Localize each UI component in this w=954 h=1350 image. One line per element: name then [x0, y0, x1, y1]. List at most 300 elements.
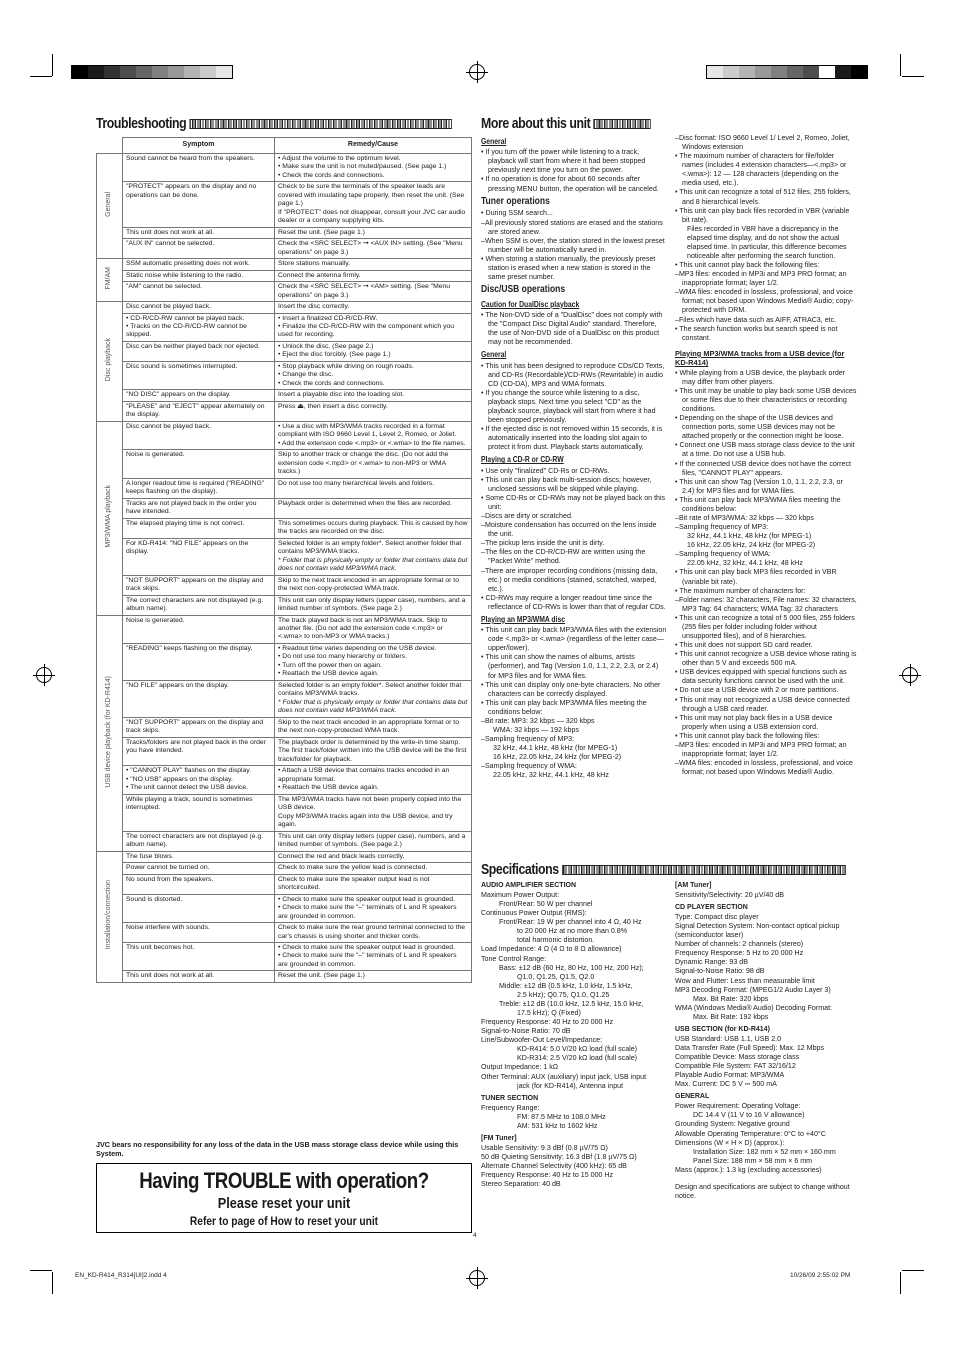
symptom-cell: Sound is distorted.: [123, 894, 275, 922]
remedy-cell: [275, 401, 472, 421]
spec-line: Max. Current: DC 5 V ⎓ 500 mA: [675, 1080, 777, 1089]
list-item: • USB devices equipped with special functions such as data security functions cannot be used with the unit.: [675, 668, 857, 686]
category-cell: [97, 259, 123, 302]
trouble-subtitle: Please reset your unit: [217, 1195, 351, 1212]
spec-line: Type: Compact disc player: [675, 912, 759, 921]
list-item: • This unit does not support SD card reader.: [675, 641, 857, 650]
spec-line: Dimensions (W × H × D) (approx.):: [675, 1138, 785, 1147]
list-item: • This unit cannot play back the following files:: [675, 732, 857, 741]
remedy-text: If "PROTECT" does not disappear, consult your JVC car audio dealer or a company supplying kits.: [278, 208, 466, 225]
spec-line: AM: 531 kHz to 1602 kHz: [517, 1121, 598, 1130]
heading-rule: [189, 119, 451, 129]
usb-list: [675, 369, 857, 778]
header-symptom: Symptom: [123, 138, 275, 154]
remedy-text: Store stations manually.: [278, 260, 351, 268]
list-item: • When storing a station manually, the previously preset station is erased when a new station is stored in the same preset number.: [481, 255, 667, 282]
list-item: • If the connected USB device does not have the correct files, "CANNOT PLAY" appears.: [675, 460, 857, 478]
list-item: • Depending on the shape of the USB devices and connection ports, some USB devices may not be attached properly or the connection might be loose.: [675, 414, 857, 441]
spec-line: Number of channels: 2 channels (stereo): [675, 940, 804, 949]
list-item: – MP3 files: encoded in MP3i and MP3 PRO format; an inappropriate format; layer 1/2.: [675, 270, 857, 288]
remedy-cell: [275, 615, 472, 643]
remedy-text: This sometimes occurs during playback. This is caused by how the tracks are recorded on the disc.: [278, 519, 468, 536]
spec-line: Data Transfer Rate (Full Speed): Max. 12 Mbps: [675, 1043, 825, 1052]
spec-section-title: USB SECTION (for KD-R414): [675, 1025, 770, 1033]
spec-section-title: [AM Tuner]: [675, 882, 712, 889]
remedy-text: The track played back is not an MP3/WMA track. Skip to another file. (Do not add the extension code <.mp3> or <.wma> to non-MP3 or WMA tracks.): [278, 616, 448, 641]
remedy-cell: [275, 680, 472, 717]
table-row: [97, 737, 472, 765]
spec-line: 2.5 kHz); Q0.75, Q1.0, Q1.25: [517, 990, 610, 999]
cdr-heading: Playing a CD-R or CD-RW: [481, 455, 564, 465]
remedy-text: Skip to another track or change the disc. (Do not add the extension code <.mp3> or <.wma> to non-MP3 or WMA tracks.): [278, 451, 449, 476]
remedy-cell: [275, 575, 472, 595]
spec-line: Frequency Response: 40 Hz to 15 000 Hz: [481, 1171, 614, 1180]
remedy-text: This unit can only display letters (upper case), numbers, and a limited number of symbols. (See page 2.): [278, 832, 466, 849]
symptom-cell: [123, 766, 275, 794]
symptom-cell: Noise interfere with sounds.: [123, 923, 275, 943]
category-cell: [97, 615, 123, 851]
color-bar: [71, 65, 233, 79]
more-column-2: [675, 134, 857, 777]
remedy-text: Check to be sure the terminals of the speaker leads are covered with insulating tape properly, then reset the unit. (See page 1.): [278, 183, 465, 208]
list-item: – Sampling frequency of MP3:: [675, 523, 857, 532]
specs-column-1: [481, 878, 669, 1189]
remedy-cell: [275, 831, 472, 851]
remedy-text: Reset the unit. (See page 1.): [278, 972, 365, 980]
list-item: – When SSM is over, the station stored in the lowest preset number will be automatically tuned in.: [481, 237, 667, 255]
list-item: • Some CD-Rs or CD-RWs may not be played back on this unit:: [481, 494, 667, 512]
list-item: • This unit can play back MP3/WMA files meeting the conditions below:: [675, 496, 857, 514]
remedy-text: Skip to the next track encoded in an appropriate format or to the next non-copy-protected WMA track.: [278, 718, 459, 735]
remedy-cell: [275, 421, 472, 449]
symptom-cell: A longer readout time is required ("READING" keeps flashing on the display).: [123, 478, 275, 498]
list-item: – Sampling frequency of WMA:: [481, 762, 667, 771]
symptom-cell: "NO DISC" appears on the display.: [123, 390, 275, 401]
spec-line: Frequency Response: 5 Hz to 20 000 Hz: [675, 949, 804, 958]
symptom-cell: Tracks/folders are not played back in the order you have intended.: [123, 737, 275, 765]
table-row: [97, 863, 472, 874]
spec-line: Frequency Range:: [481, 1103, 540, 1112]
spec-line: Compatible Device: Mass storage class: [675, 1053, 800, 1062]
spec-line: Continuous Power Output (RMS):: [481, 909, 587, 918]
symptom-cell: No sound from the speakers.: [123, 874, 275, 894]
remedy-item: • Eject the disc forcibly. (See page 1.): [278, 351, 468, 359]
spec-line: KD-R414: 5.0 V/20 kΩ load (full scale): [517, 1045, 638, 1054]
list-item: • Use only "finalized" CD-Rs or CD-RWs.: [481, 467, 667, 476]
symptom-cell: Noise is generated.: [123, 450, 275, 478]
remedy-item: • Turn off the power then on again.: [278, 662, 468, 670]
disclaimer: JVC bears no responsibility for any loss of the data in the USB mass storage class device while using this System.: [96, 1140, 459, 1159]
remedy-cell: [275, 259, 472, 270]
remedy-cell: [275, 182, 472, 227]
symptom-cell: Sound cannot be heard from the speakers.: [123, 153, 275, 181]
remedy-cell: [275, 302, 472, 313]
symptom-cell: Disc can be neither played back nor ejected.: [123, 341, 275, 361]
table-row: [97, 401, 472, 421]
remedy-cell: [275, 153, 472, 181]
symptom-cell: "PROTECT" appears on the display and no operations can be done.: [123, 182, 275, 227]
spec-line: Signal-to-Noise Ratio: 98 dB: [675, 967, 765, 976]
list-item: 32 kHz, 44.1 kHz, 48 kHz (for MPEG-1): [687, 532, 812, 541]
table-row: [97, 831, 472, 851]
spec-line: Output Impedance: 1 kΩ: [481, 1063, 559, 1072]
remedy-item: • Adjust the volume to the optimum level.: [278, 155, 468, 163]
spec-line: Compatible File System: FAT 32/16/12: [675, 1062, 796, 1071]
table-row: [97, 239, 472, 259]
tuner-list: [481, 209, 667, 282]
spec-section-title: [FM Tuner]: [481, 1134, 517, 1142]
list-item: – The pickup lens inside the unit is dirty.: [481, 539, 667, 548]
table-row: [97, 390, 472, 401]
remedy-cell: [275, 894, 472, 922]
list-item: • While playing from a USB device, the playback order may differ from other players.: [675, 369, 857, 387]
heading-text: Troubleshooting: [96, 115, 187, 132]
list-item: • This unit may not play back files in a USB device properly when using a USB extension cord.: [675, 714, 857, 732]
spec-line: Installation Size: 182 mm × 52 mm × 160 mm: [693, 1147, 836, 1156]
list-item: – Bit rate of MP3/WMA: 32 kbps — 320 kbps: [675, 514, 857, 523]
more-heading: [481, 114, 651, 134]
dual-list: [481, 311, 667, 347]
remedy-item: • Unlock the disc. (See page 2.): [278, 343, 468, 351]
list-item: Files recorded in VBR have a discrepancy in the elapsed time display, and do not show the actual elapsed time. In particular, this difference becomes noticeable after performing the search function.: [687, 224, 847, 261]
cdr-list: [481, 467, 667, 612]
table-row: [97, 227, 472, 238]
registration-mark-icon: [902, 667, 918, 683]
table-row: [97, 643, 472, 680]
remedy-text: This unit can only display letters (upper case), numbers, and a limited number of symbols. (See page 2.): [278, 596, 466, 613]
table-row: [97, 450, 472, 478]
table-row: [97, 942, 472, 970]
remedy-cell: [275, 538, 472, 575]
list-item: – WMA files: encoded in lossless, professional, and voice format; not based upon Windows Media® Audio; copy-protected with DRM.: [675, 288, 857, 315]
spec-line: Maximum Power Output:: [481, 890, 560, 899]
list-item: • The search function works but search speed is not constant.: [675, 325, 857, 343]
list-item: • This unit can play back MP3/WMA files meeting the conditions below:: [481, 699, 667, 717]
symptom-cell: For KD-R414: "NO FILE" appears on the display.: [123, 538, 275, 575]
spec-line: FM: 87.5 MHz to 108.0 MHz: [517, 1112, 606, 1121]
remedy-text: Selected folder is an empty folder*. Select another folder that contains MP3/WMA tracks.: [278, 681, 462, 698]
list-item: – Files which have data such as AIFF, ATRAC3, etc.: [675, 316, 857, 325]
remedy-item: • Check the cords and connections.: [278, 380, 468, 388]
category-cell: [97, 153, 123, 258]
symptom-cell: "NO FILE" appears on the display.: [123, 680, 275, 717]
remedy-text: Skip to the next track encoded in an appropriate format or to the next non-copy-protected WMA track.: [278, 576, 459, 593]
table-row: [97, 851, 472, 862]
list-item: • This unit can show Tag (Version 1.0, 1.1, 2.2, 2.3, or 2.4) for MP3 files and for WMA files.: [675, 478, 857, 496]
remedy-text: Press ⏏, then insert a disc correctly.: [278, 402, 388, 410]
list-item: • If you turn off the power while listening to a track, playback will start from where it had been stopped previously next time you turn on the power.: [481, 148, 667, 175]
list-item: • If you change the source while listening to a disc, playback stops. Next time you select "CD" as the playback source, playback will start from where it had been stopped previously.: [481, 389, 667, 425]
remedy-item: • Check to make sure the speaker output lead is grounded.: [278, 944, 468, 952]
list-item: – Sampling frequency of WMA:: [675, 550, 857, 559]
remedy-cell: [275, 595, 472, 615]
heading-text: More about this unit: [481, 115, 591, 132]
category-label: FM/AM: [105, 267, 113, 290]
category-cell: [97, 851, 123, 982]
remedy-text: Selected folder is an empty folder*. Select another folder that contains MP3/WMA tracks.: [278, 539, 462, 556]
trouble-note: Refer to page of How to reset your unit: [189, 1214, 379, 1228]
symptom-item: • The unit cannot detect the USB device.: [126, 784, 271, 792]
remedy-item: • Do not use too many hierarchy or folders.: [278, 653, 468, 661]
spec-line: WMA (Windows Media® Audio) Decoding Format:: [675, 1003, 833, 1012]
symptom-cell: "PLEASE" and "EJECT" appear alternately on the display.: [123, 401, 275, 421]
remedy-text: Check the <SRC SELECT> ➞ <AM> setting. (See "Menu operations" on page 3.): [278, 283, 451, 299]
list-item: • Connect one USB mass storage class device to the unit at a time. Do not use a USB hub.: [675, 441, 857, 459]
symptom-cell: Noise is generated.: [123, 615, 275, 643]
symptom-cell: "READING" keeps flashing on the display.: [123, 643, 275, 680]
table-row: [97, 575, 472, 595]
remedy-text: Connect the antenna firmly.: [278, 271, 361, 279]
registration-mark-icon: [469, 1270, 485, 1286]
list-item: • This unit has been designed to reproduce CDs/CD Texts, and CD-Rs (Recordable)/CD-RWs (Rewritable) in audio CD (CD-DA), MP3 and WMA formats.: [481, 362, 667, 389]
header-remedy: Remedy/Cause: [275, 138, 472, 154]
spec-line: Signal-to-Noise Ratio: 70 dB: [481, 1027, 571, 1036]
dual-heading: Caution for DualDisc playback: [481, 299, 580, 309]
remedy-cell: [275, 766, 472, 794]
table-row: [97, 717, 472, 737]
list-item: – Folder names: 32 characters, File names: 32 characters, MP3 Tag: 64 characters; WMA Tag: 32 characters: [675, 596, 857, 614]
list-item: • The maximum number of characters for file/folder names (includes 4 extension characters—<.mp3> or <.wma>): 12 — 128 characters (depending on the media used, etc.).: [675, 152, 857, 188]
remedy-item: • Finalize the CD-R/CD-RW with the component which you used for recording.: [278, 323, 468, 340]
remedy-cell: [275, 717, 472, 737]
general2-heading: General: [481, 350, 507, 360]
spec-line: Line/Subwoofer-Out Level/Impedance:: [481, 1036, 603, 1045]
spec-line: Front/Rear: 19 W per channel into 4 Ω, 40 Hz: [499, 918, 642, 927]
table-row: [97, 923, 472, 943]
crop-mark: [902, 76, 924, 77]
spec-line: DC 14.4 V (11 V to 16 V allowance): [693, 1111, 805, 1120]
registration-mark-icon: [469, 64, 485, 80]
mp3-list: [481, 626, 667, 780]
crop-mark: [900, 54, 901, 76]
table-row: [97, 478, 472, 498]
spec-line: KD-R314: 2.5 V/20 kΩ load (full scale): [517, 1054, 638, 1063]
table-row: [97, 874, 472, 894]
symptom-cell: This unit does not work at all.: [123, 227, 275, 238]
category-cell: [97, 302, 123, 422]
troubleshooting-table: [96, 137, 472, 983]
symptom-cell: Disc cannot be played back.: [123, 421, 275, 449]
spec-line: Max. Bit Rate: 320 kbps: [693, 994, 769, 1003]
symptom-cell: "AM" cannot be selected.: [123, 282, 275, 302]
list-item: • The maximum number of characters for:: [675, 587, 857, 596]
crop-mark: [52, 1272, 53, 1294]
table-row: [97, 313, 472, 341]
symptom-item: • Tracks on the CD-R/CD-RW cannot be skipped.: [126, 323, 271, 340]
list-item: • This unit can play back MP3/WMA files with the extension code <.mp3> or <.wma> (regardless of the letter case—upper/lower).: [481, 626, 667, 653]
general-heading: General: [481, 137, 507, 146]
list-item: • CD-RWs may require a longer readout time since the reflectance of CD-RWs is lower than that of regular CDs.: [481, 594, 667, 612]
remedy-cell: [275, 361, 472, 389]
spec-line: 17.5 kHz); Q (Fixed): [517, 1008, 581, 1017]
heading-text: Specifications: [481, 861, 559, 878]
symptom-cell: Tracks are not played back in the order you have intended.: [123, 498, 275, 518]
registration-mark-icon: [36, 667, 52, 683]
more-column-1: [481, 134, 667, 780]
list-item: – Discs are dirty or scratched.: [481, 512, 667, 521]
remedy-cell: [275, 239, 472, 259]
list-item: – All previously stored stations are erased and the stations are stored anew.: [481, 219, 667, 237]
list-item: • If no operation is done for about 60 seconds after pressing MENU button, the operation will be canceled.: [481, 175, 667, 193]
list-item: • This unit can recognize a total of 5 000 files, 255 folders (255 files per folder including folder without unsupported files), and of 8 hierarchies.: [675, 614, 857, 641]
table-row: [97, 615, 472, 643]
list-item: • This unit can play back MP3 files recorded in VBR (variable bit rate).: [675, 568, 857, 586]
remedy-cell: [275, 478, 472, 498]
remedy-cell: [275, 390, 472, 401]
remedy-cell: [275, 942, 472, 970]
symptom-cell: SSM automatic presetting does not work.: [123, 259, 275, 270]
category-label: General: [105, 191, 113, 217]
crop-mark: [900, 1272, 901, 1294]
heading-rule: [562, 865, 846, 875]
symptom-cell: This unit becomes hot.: [123, 942, 275, 970]
general2-list: [481, 362, 667, 453]
remedy-cell: [275, 518, 472, 538]
list-item: – Disc format: ISO 9660 Level 1/ Level 2, Romeo, Joliet, Windows extension: [675, 134, 857, 152]
table-row: [97, 153, 472, 181]
symptom-cell: Disc cannot be played back.: [123, 302, 275, 313]
file-name: EN_KD-R414_R314[UI]2.indd 4: [75, 1272, 167, 1279]
footnote: * Folder that is physically empty or folder that contains data but does not contain valid MP3/WMA track.: [278, 698, 468, 715]
remedy-item: • Check to make sure the speaker output lead is grounded.: [278, 896, 468, 904]
remedy-text: The MP3/WMA tracks have not been properly copied into the USB device.: [278, 795, 462, 812]
usb-heading: Playing MP3/WMA tracks from a USB device (for KD-R414): [675, 348, 845, 368]
remedy-cell: [275, 737, 472, 765]
spec-line: [675, 1175, 857, 1183]
spec-line: Treble: ±12 dB (10.0 kHz, 12.5 kHz, 15.0 kHz,: [499, 999, 644, 1008]
footnote: * Folder that is physically empty or folder that contains data but does not contain valid MP3/WMA track.: [278, 556, 468, 573]
list-item: • Do not use a USB device with 2 or more partitions.: [675, 686, 857, 695]
table-row: [97, 498, 472, 518]
category-label: Disc playback: [105, 338, 113, 382]
symptom-cell: The correct characters are not displayed (e.g. album name).: [123, 831, 275, 851]
category-label: USB device playback (for KD-R414): [105, 675, 113, 788]
list-item: – Sampling frequency of MP3:: [481, 735, 667, 744]
remedy-cell: [275, 313, 472, 341]
spec-line: Load Impedance: 4 Ω (4 Ω to 8 Ω allowance): [481, 945, 622, 954]
spec-line: Usable Sensitivity: 9.3 dBf (0.8 µV/75 Ω): [481, 1143, 608, 1152]
remedy-item: • Check to make sure the "–" terminals of L and R speakers are grounded in common.: [278, 904, 468, 921]
symptom-cell: The elapsed playing time is not correct.: [123, 518, 275, 538]
remedy-item: • Attach a USB device that contains tracks encoded in an appropriate format.: [278, 767, 468, 784]
spec-line: Tone Control Range:: [481, 954, 547, 963]
remedy-cell: [275, 270, 472, 281]
list-item: 22.05 kHz, 32 kHz, 44.1 kHz, 48 kHz: [493, 771, 609, 780]
crop-mark: [30, 76, 52, 77]
remedy-item: • Readout time varies depending on the USB device.: [278, 645, 468, 653]
list-item: • If the ejected disc is not removed within 15 seconds, it is automatically inserted into the loading slot again to protect it from dust. Playback starts automatically.: [481, 425, 667, 452]
symptom-cell: While playing a track, sound is sometimes interrupted.: [123, 794, 275, 831]
page-number: 4: [473, 1232, 477, 1239]
list-item: • This unit can display only one-byte characters. No other characters can be correctly displayed.: [481, 681, 667, 699]
list-item: • This unit can recognize a total of 512 files, 255 folders, and 8 hierarchical levels.: [675, 188, 857, 206]
spec-line: Frequency Response: 40 Hz to 20 000 Hz: [481, 1018, 614, 1027]
remedy-cell: [275, 794, 472, 831]
list-item: – There are improper recording conditions (missing data, etc.) or media conditions (stained, scratched, warped, etc.).: [481, 567, 667, 594]
remedy-item: • Reattach the USB device again.: [278, 670, 468, 678]
crop-mark: [30, 1270, 52, 1271]
remedy-item: • Insert a finalized CD-R/CD-RW.: [278, 315, 468, 323]
remedy-cell: [275, 341, 472, 361]
spec-line: jack (for KD-R414), Antenna input: [517, 1081, 624, 1090]
symptom-cell: The correct characters are not displayed (e.g. album name).: [123, 595, 275, 615]
table-row: [97, 680, 472, 717]
list-item: – Moisture condensation has occurred on the lens inside the unit.: [481, 521, 667, 539]
list-item: – MP3 files: encoded in MP3i and MP3 PRO format; an inappropriate format; layer 1/2.: [675, 741, 857, 759]
spec-line: Design and specifications are subject to change without notice.: [675, 1182, 850, 1200]
table-row: [97, 538, 472, 575]
table-row: [97, 270, 472, 281]
category-label: MP3/WMA playback: [105, 485, 113, 548]
list-item: 32 kHz, 44.1 kHz, 48 kHz (for MPEG-1): [493, 744, 618, 753]
remedy-cell: [275, 227, 472, 238]
tuner-heading: Tuner operations: [481, 195, 550, 207]
color-bar: [706, 65, 868, 79]
symptom-cell: [123, 313, 275, 341]
spec-section-title: TUNER SECTION: [481, 1094, 539, 1102]
header-spacer: [97, 138, 123, 154]
list-item: 16 kHz, 22.05 kHz, 24 kHz (for MPEG-2): [493, 753, 622, 762]
remedy-text: Check to make sure the speaker output lead is not shortcircuited.: [278, 875, 430, 892]
remedy-cell: [275, 498, 472, 518]
table-row: [97, 595, 472, 615]
remedy-item: • Add the extension code <.mp3> or <.wma> to the file names.: [278, 440, 468, 448]
remedy-item: • Make sure the unit is not muted/paused. (See page 1.): [278, 163, 468, 171]
remedy-cell: [275, 851, 472, 862]
spec-section-title: AUDIO AMPLIFIER SECTION: [481, 882, 577, 889]
remedy-cell: [275, 643, 472, 680]
symptom-cell: "NOT SUPPORT" appears on the display and track skips.: [123, 717, 275, 737]
list-item: • This unit may not recognized a USB device connected through a USB card reader.: [675, 696, 857, 714]
spec-line: Max. Bit Rate: 192 kbps: [693, 1012, 769, 1021]
remedy-cell: [275, 971, 472, 982]
specs-column-2: [675, 878, 857, 1201]
symptom-cell: "AUX IN" cannot be selected.: [123, 239, 275, 259]
heading-rule: [594, 119, 651, 129]
spec-line: Allowable Operating Temperature: 0°C to +40°C: [675, 1129, 826, 1138]
symptom-cell: "NOT SUPPORT" appears on the display and track skips.: [123, 575, 275, 595]
table-row: [97, 794, 472, 831]
spec-line: Grounding System: Negative ground: [675, 1120, 790, 1129]
table-row: [97, 518, 472, 538]
symptom-cell: Static noise while listening to the radio.: [123, 270, 275, 281]
table-row: [97, 361, 472, 389]
spec-line: Playable Audio Format: MP3/WMA: [675, 1071, 785, 1080]
remedy-item: • Use a disc with MP3/WMA tracks recorded in a format compliant with ISO 9660 Level 1, Level 2, Romeo, or Joliet.: [278, 423, 468, 440]
specs-heading: [481, 860, 846, 880]
crop-mark: [902, 1270, 924, 1271]
remedy-cell: [275, 874, 472, 894]
list-item: – WMA files: encoded in lossless, professional, and voice format; not based upon Windows Media® Audio.: [675, 759, 857, 777]
trouble-box: [96, 1163, 472, 1233]
remedy-item: • Check the cords and connections.: [278, 172, 468, 180]
list-item: • This unit may be unable to play back some USB devices or some files due to their characteristics or recording conditions.: [675, 387, 857, 414]
table-row: [97, 971, 472, 982]
category-label: Installation/connection: [105, 880, 113, 950]
spec-line: Middle: ±12 dB (0.5 kHz, 1.0 kHz, 1.5 kHz,: [499, 981, 633, 990]
list-item: • This unit can show the names of albums, artists (performer), and Tag (Version 1.0, 1.1, 2.2, 2.3, or 2.4) for MP3 files and for WMA files.: [481, 653, 667, 680]
spec-section-title: GENERAL: [675, 1093, 710, 1101]
list-item: 16 kHz, 22.05 kHz, 24 kHz (for MPEG-2): [687, 541, 816, 550]
general-list: [481, 148, 667, 193]
spec-line: to 20 000 Hz at no more than 0.8%: [517, 927, 628, 936]
remedy-text: Do not use too many hierarchical levels and folders.: [278, 479, 435, 487]
spec-line: Alternate Channel Selectivity (400 kHz): 65 dB: [481, 1161, 627, 1170]
spec-line: Other Terminal: AUX (auxiliary) input jack, USB input: [481, 1072, 647, 1081]
remedy-item: • Change the disc.: [278, 371, 468, 379]
remedy-text: Connect the red and black leads correctly.: [278, 852, 405, 860]
table-row: [97, 302, 472, 313]
